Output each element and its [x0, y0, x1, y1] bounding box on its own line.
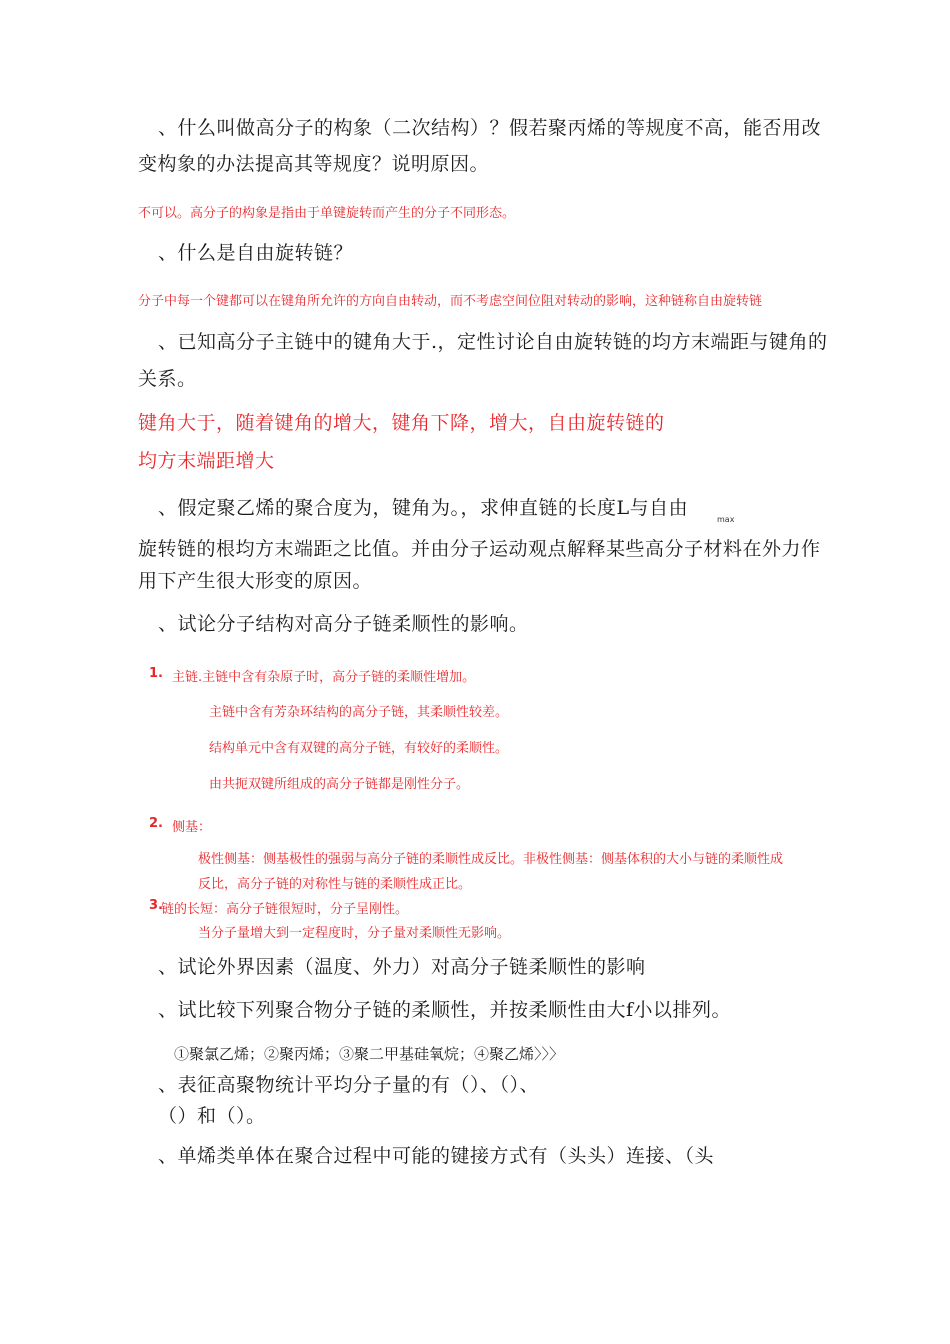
- answer-5-item-1: 主链.主链中含有杂原子时，高分子链的柔顺性增加。: [172, 670, 476, 685]
- answer-5-item-1c: 由共扼双键所组成的高分子链都是刚性分子。: [209, 777, 470, 792]
- question-9-line-1: 、单烯类单体在聚合过程中可能的键接方式有（头头）连接、（头: [158, 1145, 715, 1167]
- question-5-line-1: 、试论分子结构对高分子链柔顺性的影响。: [158, 613, 529, 635]
- answer-3-line-2: 均方末端距增大: [138, 450, 275, 472]
- answer-2: 分子中每一个键都可以在键角所允许的方向自由转动，而不考虑空间位阻对转动的影响，这种链称自由旋转链: [138, 294, 763, 309]
- list-number-3: 3.: [149, 898, 163, 913]
- question-4-line-1: 、假定聚乙烯的聚合度为，键角为。，求伸直链的长度L与自由: [158, 497, 689, 519]
- question-6-line-1: 、试论外界因素（温度、外力）对高分子链柔顺性的影响: [158, 956, 646, 978]
- list-number-1: 1.: [149, 666, 163, 681]
- answer-5-item-3: 链的长短：高分子链很短时，分子呈刚性。: [161, 902, 409, 917]
- answer-5-item-1a: 主链中含有芳杂环结构的高分子链，其柔顺性较差。: [209, 705, 509, 720]
- answer-5-item-2: 侧基：: [172, 820, 212, 835]
- question-3-line-1: 、已知高分子主链中的键角大于.，定性讨论自由旋转链的均方末端距与键角的: [158, 331, 828, 353]
- question-1-line-1: 、什么叫做高分子的构象（二次结构）？假若聚丙烯的等规度不高，能否用改: [158, 117, 822, 139]
- question-4-line-2: 旋转链的根均方末端距之比值。并由分子运动观点解释某些高分子材料在外力作: [138, 538, 821, 560]
- question-4-line-3: 用下产生很大形变的原因。: [138, 570, 373, 592]
- subscript-max: max: [717, 515, 735, 524]
- list-number-2: 2.: [149, 816, 163, 831]
- question-3-line-2: 关系。: [138, 368, 197, 390]
- answer-5-item-2a: 极性侧基：侧基极性的强弱与高分子链的柔顺性成反比。非极性侧基：侧基体积的大小与链的柔顺性成: [198, 852, 784, 867]
- answer-1: 不可以。高分子的构象是指由于单键旋转而产生的分子不同形态。: [138, 206, 516, 221]
- answer-5-item-2b: 反比，高分子链的对称性与链的柔顺性成正比。: [198, 877, 472, 892]
- question-8-line-2: （）和（）。: [158, 1105, 266, 1127]
- question-8-line-1: 、表征高聚物统计平均分子量的有（）、（）、: [158, 1074, 540, 1096]
- answer-5-item-1b: 结构单元中含有双键的高分子链，有较好的柔顺性。: [209, 741, 509, 756]
- question-1-line-2: 变构象的办法提高其等规度？说明原因。: [138, 153, 490, 175]
- answer-3-line-1: 键角大于，随着键角的增大，键角下降，增大，自由旋转链的: [138, 412, 665, 434]
- answer-5-item-3a: 当分子量增大到一定程度时，分子量对柔顺性无影响。: [198, 926, 511, 941]
- question-7-list: ①聚氯乙烯；②聚丙烯；③聚二甲基硅氧烷；④聚乙烯〉〉〉: [174, 1045, 565, 1063]
- question-2-line-1: 、什么是自由旋转链？: [158, 242, 354, 264]
- question-7-line-1: 、试比较下列聚合物分子链的柔顺性，并按柔顺性由大f小以排列。: [158, 999, 732, 1021]
